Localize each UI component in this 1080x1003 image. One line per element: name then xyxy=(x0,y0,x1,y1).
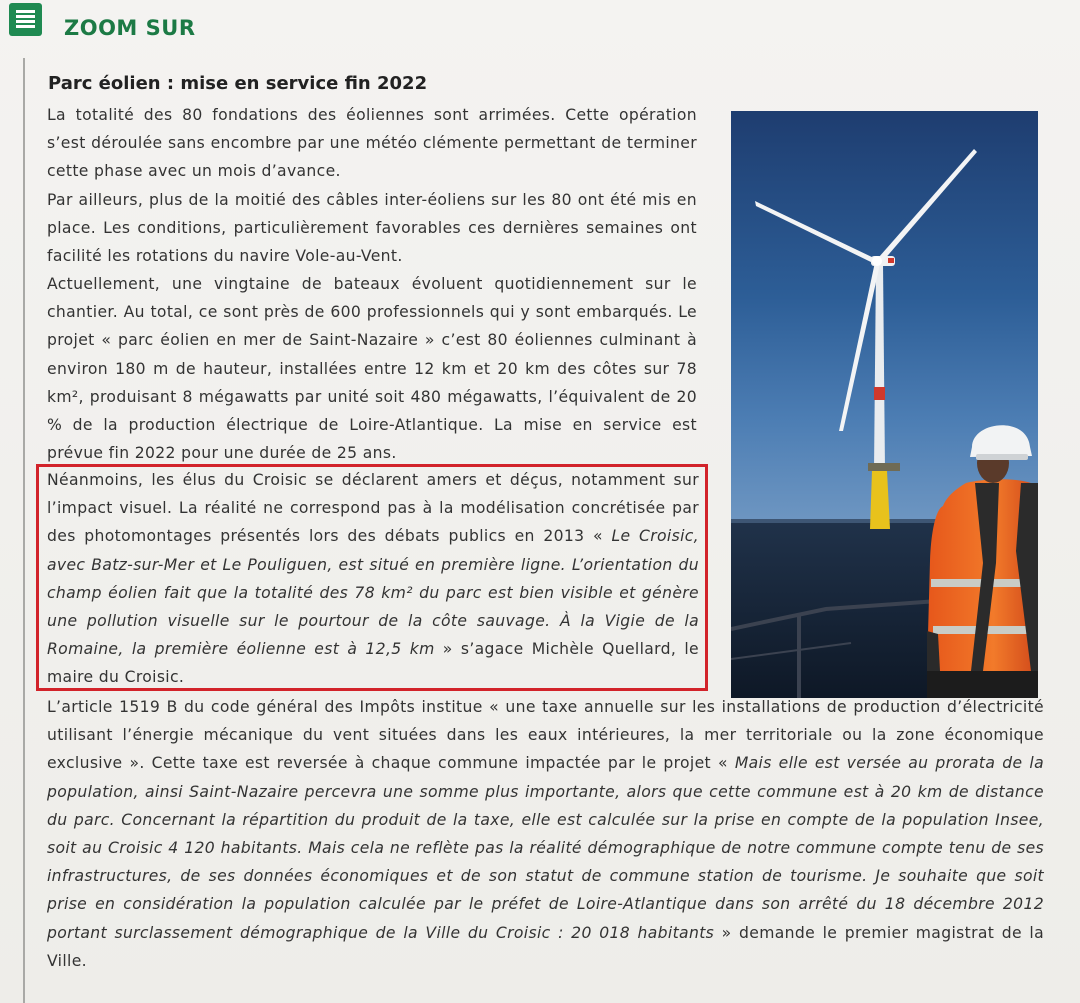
magistrate-quote: Mais elle est versée au prorata de la population, ainsi Saint-Nazaire percevra une somme plus importante, alors que cette commune est à 20 km de distance du parc. Concernant la répartition du produit de la taxe, elle est calculée sur la prise en compte de la population Insee, soit au Croisic 4 120 habitants. Mais cela ne reflète pas la réalité démographique de notre commune compte tenu de ses infrastructures, de ses données économiques et de son statut de commune station de tourisme. Je souhaite que soit prise en considération la population calculée par le préfet de Loire-Atlantique dans son arrêté du 18 décembre 2012 portant surclassement démographique de la Ville du Croisic : 20 018 habitants xyxy=(47,754,1044,942)
article-title: Parc éolien : mise en service fin 2022 xyxy=(48,73,428,94)
paragraph-5-intro: L’article 1519 B du code général des Impôts institue « une taxe annuelle sur les installations de production d’électricité utilisant l’énergie mécanique du vent situées dans les eaux intérieures, la mer territoriale ou la zone économique exclusive ». Cette taxe est reversée à chaque commune impactée par le projet « xyxy=(47,698,1044,773)
paragraph-4-intro: Néanmoins, les élus du Croisic se déclarent amers et déçus, notamment sur l’impact visuel. La réalité ne correspond pas à la modélisation concrétisée par des photomontages présentés lors des débats publics en 2013 « xyxy=(47,471,699,546)
wind-turbine-photo xyxy=(731,111,1038,698)
paragraph-5-outro: » demande le premier magistrat de la Ville. xyxy=(47,923,1044,970)
section-title: ZOOM SUR xyxy=(64,16,196,40)
mayor-quote: Le Croisic, avec Batz-sur-Mer et Le Pouliguen, est situé en première ligne. L’orientation du champ éolien fait que la totalité des 78 km² du parc est bien visible et génère une pollution visuelle sur le pourtour de la côte sauvage. À la Vigie de la Romaine, la première éolienne est à 12,5 km xyxy=(47,527,699,659)
paragraph-4-outro: » s’agace Michèle Quellard, le maire du Croisic. xyxy=(47,640,699,687)
paragraph-3: Actuellement, une vingtaine de bateaux évoluent quotidiennement sur le chantier. Au total, ce sont près de 600 professionnels qui y sont embarqués. Le projet « parc éolien en mer de Saint-Nazaire » c’est 80 éoliennes culminant à environ 180 m de hauteur, installées entre 12 km et 20 km des côtes sur 78 km², produisant 8 mégawatts par unité soit 480 mégawatts, l’équivalent de 20 % de la production électrique de Loire-Atlantique. La mise en service est prévue fin 2022 pour une durée de 25 ans. xyxy=(47,275,697,463)
highlight-box xyxy=(36,464,708,691)
vertical-rule xyxy=(23,58,25,1003)
paragraph-5 xyxy=(47,693,1044,975)
paragraph-2: Par ailleurs, plus de la moitié des câbles inter-éoliens sur les 80 ont été mis en place. Les conditions, particulièrement favorables ces dernières semaines ont facilité les rotations du navire Vole-au-Vent. xyxy=(47,191,697,266)
list-icon xyxy=(9,3,42,36)
paragraph-1: La totalité des 80 fondations des éoliennes sont arrimées. Cette opération s’est déroulée sans encombre par une météo clémente permettant de terminer cette phase avec un mois d’avance. xyxy=(47,106,697,181)
